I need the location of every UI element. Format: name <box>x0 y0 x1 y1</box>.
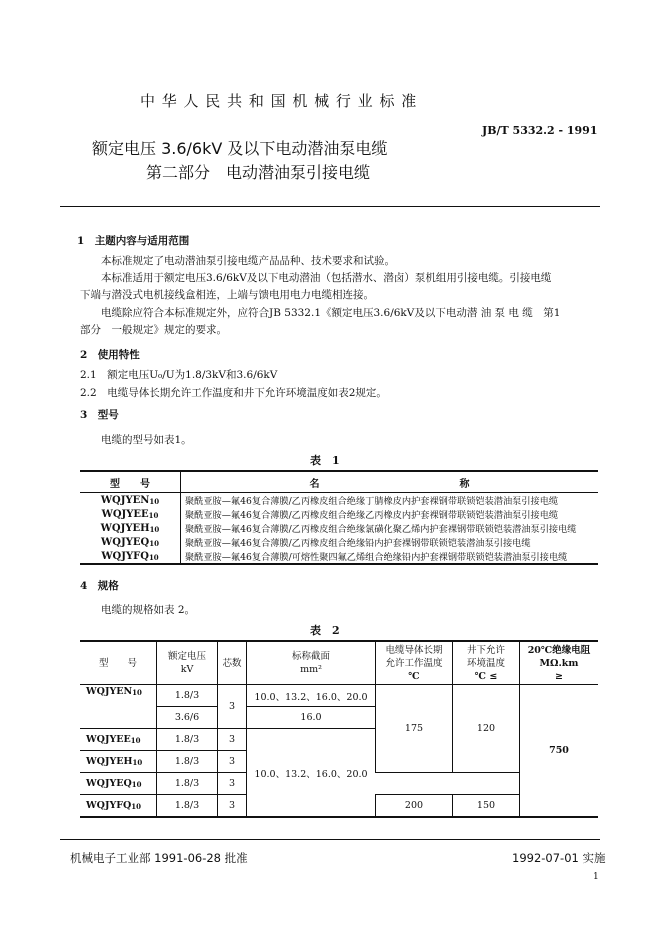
title-line-1: 额定电压 3.6/6kV 及以下电动潜油泵电缆 <box>92 139 388 158</box>
paragraph: 部分 一般规定》规定的要求。 <box>80 324 227 336</box>
text: WQJYEN <box>86 686 133 697</box>
table-2-caption: 表 2 <box>310 624 340 637</box>
text: ℃ <box>408 670 420 682</box>
text: 10 <box>131 780 142 789</box>
text: WQJYEQ <box>86 778 132 789</box>
text: 10 <box>149 496 160 506</box>
text: 聚酰亚胺—氟46复合薄膜/乙丙橡皮组合绝缘丁腈橡皮内护套裸钢带联锁铠装潜油泵引接电缆 <box>185 496 559 507</box>
issuing-body: 中 华 人 民 共 和 国 机 械 行 业 标 准 <box>140 92 418 110</box>
text: 3.6/6 <box>157 707 218 729</box>
section-1-heading: 1 主题内容与适用范围 <box>77 235 190 247</box>
text: ℃ ≤ <box>474 670 498 682</box>
header-divider <box>60 206 600 207</box>
footer-divider <box>60 839 600 840</box>
paragraph: 电缆除应符合本标准规定外，应符合JB 5332.1《额定电压3.6/6kV及以下电动潜 油 泵 电 缆 第1 <box>101 307 561 319</box>
text: 10 <box>148 510 159 520</box>
table-1-caption: 表 1 <box>310 454 340 467</box>
effective-date: 1992-07-01 实施 <box>512 851 606 865</box>
paragraph: 本标准适用于额定电压3.6/6kV及以下电动潜油（包括潜水、潜卤）泵机组用引接电缆。引接电缆 <box>101 272 552 284</box>
text: 200 <box>376 795 453 818</box>
text: 标称截面 <box>291 651 330 662</box>
paragraph: 电缆的规格如表 2。 <box>101 604 196 616</box>
clause-2-2: 2.2 电缆导体长期允许工作温度和井下允许环境温度如表2规定。 <box>80 387 387 399</box>
text: WQJYFQ <box>86 800 132 811</box>
text: MΩ.km <box>539 657 579 669</box>
text: WQJYEH <box>86 756 133 767</box>
text: 1.8/3 <box>157 751 218 773</box>
section-3-heading: 3 型号 <box>80 409 119 421</box>
text: 3 <box>218 773 247 795</box>
text: 电缆导体长期 <box>385 644 443 656</box>
text: 1.8/3 <box>157 773 218 795</box>
text: 1.8/3 <box>157 729 218 751</box>
paragraph: 下端与潜没式电机接线盒相连，上端与馈电用电力电缆相连接。 <box>80 289 374 301</box>
clause-2-1: 2.1 额定电压U₀/U为1.8/3kV和3.6/6kV <box>80 369 278 381</box>
text: 16.0 <box>247 707 376 729</box>
text: 150 <box>453 795 520 818</box>
page-number: 1 <box>593 872 599 882</box>
text: 175 <box>376 685 453 773</box>
text: 10 <box>130 736 141 745</box>
column-header: 型 号 <box>80 471 181 493</box>
text: 聚酰亚胺—氟46复合薄膜/乙丙橡皮组合绝缘铅内护套裸钢带联锁铠装潜油泵引接电缆 <box>185 538 531 549</box>
text: 聚酰亚胺—氟46复合薄膜/可熔性聚四氟乙烯组合绝缘铅内护套裸钢带联锁铠装潜油泵引接电缆 <box>185 552 568 563</box>
text: 20℃绝缘电阻 <box>527 644 591 656</box>
text: 3 <box>218 751 247 773</box>
title-line-2: 第二部分 电动潜油泵引接电缆 <box>146 163 371 182</box>
text: 3 <box>218 729 247 751</box>
text: 10.0、13.2、16.0、20.0 <box>247 729 376 818</box>
text: 芯数 <box>222 657 242 669</box>
text: WQJYEQ <box>101 536 150 548</box>
column-header <box>157 641 218 685</box>
text: 10.0、13.2、16.0、20.0 <box>247 685 376 707</box>
table-row <box>80 549 598 564</box>
text: WQJYFQ <box>101 550 149 562</box>
text: 井下允许 <box>466 644 505 656</box>
table-row <box>80 507 598 521</box>
doc-number: JB/T 5332.2 - 1991 <box>482 124 598 137</box>
text: 1.8/3 <box>157 795 218 818</box>
section-2-heading: 2 使用特性 <box>80 349 140 361</box>
paragraph: 本标准规定了电动潜油泵引接电缆产品品种、技术要求和试验。 <box>101 255 395 267</box>
text: 10 <box>131 802 141 811</box>
table-2 <box>80 640 598 818</box>
approval-date: 机械电子工业部 1991-06-28 批准 <box>70 851 248 865</box>
table-row <box>80 685 598 707</box>
text: 750 <box>520 685 599 818</box>
text: ≥ <box>555 670 563 682</box>
paragraph: 电缆的型号如表1。 <box>101 434 192 446</box>
text: 1.8/3 <box>157 685 218 707</box>
column-header <box>247 641 376 685</box>
column-header <box>376 641 453 685</box>
table-row <box>80 493 598 508</box>
column-header <box>218 641 247 685</box>
text: WQJYEN <box>100 494 150 506</box>
text: 10 <box>149 524 160 534</box>
text: 10 <box>148 552 159 562</box>
text: WQJYEE <box>101 508 149 520</box>
text: WQJYEH <box>100 522 150 534</box>
text: 10 <box>132 688 142 697</box>
text: 聚酰亚胺—氟46复合薄膜/乙丙橡皮组合绝缘乙丙橡皮内护套裸钢带联锁铠装潜油泵引接电缆 <box>185 510 559 521</box>
text: WQJYEE <box>86 734 131 745</box>
text: 环境温度 <box>466 657 505 669</box>
text: 3 <box>218 685 247 729</box>
text: 聚酰亚胺—氟46复合薄膜/乙丙橡皮组合绝缘氯磺化聚乙烯内护套裸钢带联锁铠装潜油泵引接电缆 <box>185 524 577 535</box>
table-row <box>80 535 598 549</box>
text: 120 <box>453 685 520 773</box>
table-row <box>80 521 598 535</box>
column-header: 名 称 <box>181 471 599 493</box>
text: 型 号 <box>98 657 137 669</box>
text: 额定电压 <box>167 651 206 662</box>
text: 10 <box>149 538 159 548</box>
section-4-heading: 4 规格 <box>80 580 119 592</box>
column-header <box>80 641 157 685</box>
text: 10 <box>132 758 143 767</box>
text: mm² <box>300 664 322 675</box>
text: 3 <box>218 795 247 818</box>
text: kV <box>180 664 194 675</box>
column-header <box>520 641 599 685</box>
text: 允许工作温度 <box>385 657 443 669</box>
column-header <box>453 641 520 685</box>
table-1 <box>80 470 598 565</box>
